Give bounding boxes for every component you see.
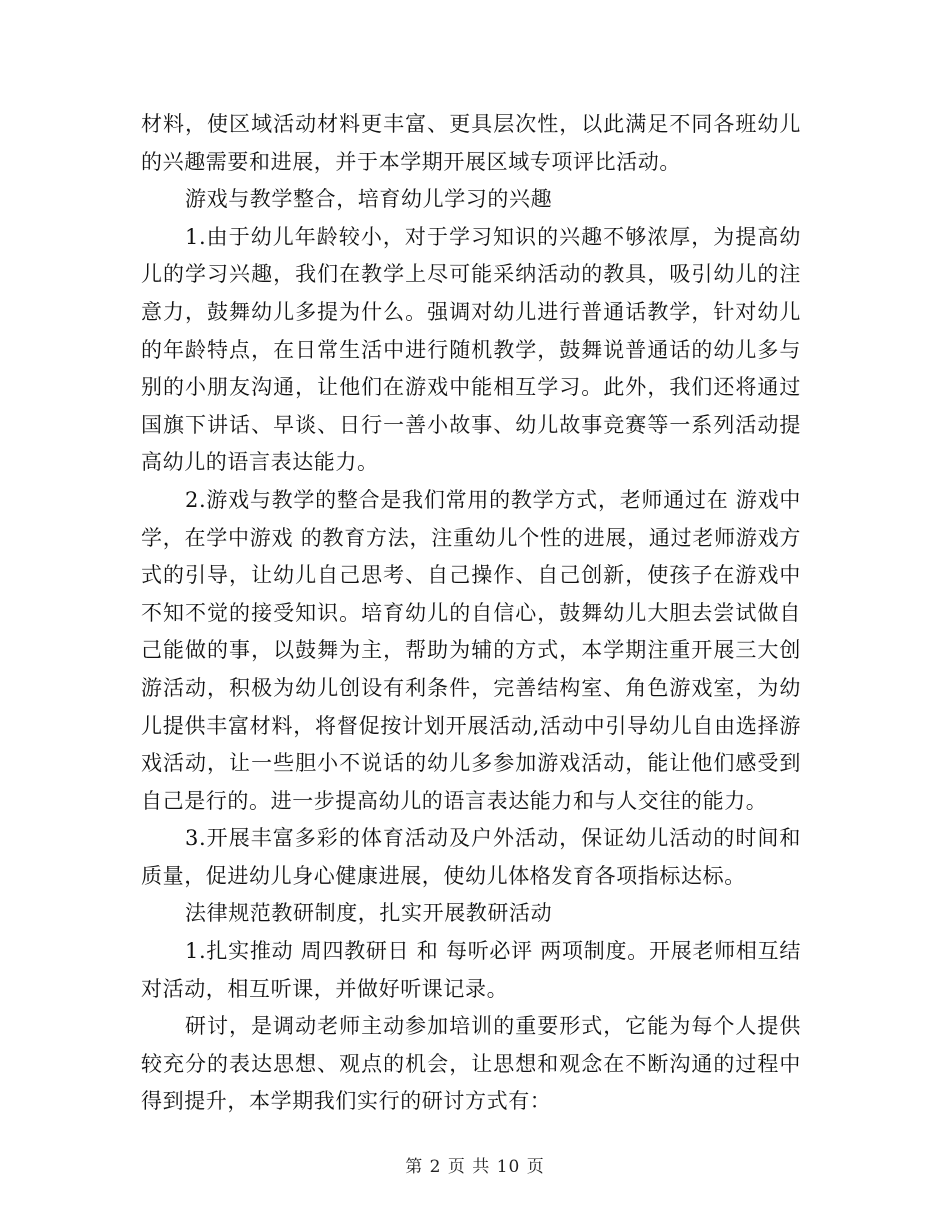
- paragraph-continuation: 材料，使区域活动材料更丰富、更具层次性，以此满足不同各班幼儿的兴趣需要和进展，并于本学期开展区域专项评比活动。: [141, 112, 801, 174]
- page-number-footer: 第 2 页 共 10 页: [405, 1157, 545, 1177]
- section-heading-game-teaching: 游戏与教学整合，培育幼儿学习的兴趣: [185, 187, 553, 212]
- paragraph-item-2: 2.游戏与教学的整合是我们常用的教学方式，老师通过在 游戏中学，在学中游戏 的教育方法，注重幼儿个性的进展，通过老师游戏方式的引导，让幼儿自己思考、自己操作、自己创新，使孩子在游戏中不知不觉的接受知识。培育幼儿的自信心，鼓舞幼儿大胆去尝试做自己能做的事，以鼓舞为主，帮助为辅的方式，本学期注重开展三大创游活动，积极为幼儿创设有利条件，完善结构室、角色游戏室，为幼儿提供丰富材料，将督促按计划开展活动,活动中引导幼儿自由选择游戏活动，让一些胆小不说话的幼儿多参加游戏活动，能让他们感受到自己是行的。进一步提高幼儿的语言表达能力和与人交往的能力。: [141, 487, 801, 813]
- document-body: [141, 106, 801, 1121]
- paragraph-item-1: 1.由于幼儿年龄较小，对于学习知识的兴趣不够浓厚，为提高幼儿的学习兴趣，我们在教学上尽可能采纳活动的教具，吸引幼儿的注意力，鼓舞幼儿多提为什么。强调对幼儿进行普通话教学，针对幼儿的年龄特点，在日常生活中进行随机教学，鼓舞说普通话的幼儿多与别的小朋友沟通，让他们在游戏中能相互学习。此外，我们还将通过国旗下讲话、早谈、日行一善小故事、幼儿故事竞赛等一系列活动提高幼儿的语言表达能力。: [141, 224, 801, 475]
- paragraph-research-discussion: 研讨，是调动老师主动参加培训的重要形式，它能为每个人提供较充分的表达思想、观点的机会，让思想和观念在不断沟通的过程中得到提升，本学期我们实行的研讨方式有：: [141, 1014, 801, 1114]
- section-heading-research-system: 法律规范教研制度，扎实开展教研活动: [185, 901, 553, 926]
- paragraph-item-3: 3.开展丰富多彩的体育活动及户外活动，保证幼儿活动的时间和质量，促进幼儿身心健康进展，使幼儿体格发育各项指标达标。: [141, 826, 801, 888]
- paragraph-research-item-1: 1.扎实推动 周四教研日 和 每听必评 两项制度。开展老师相互结对活动，相互听课，并做好听课记录。: [141, 939, 801, 1001]
